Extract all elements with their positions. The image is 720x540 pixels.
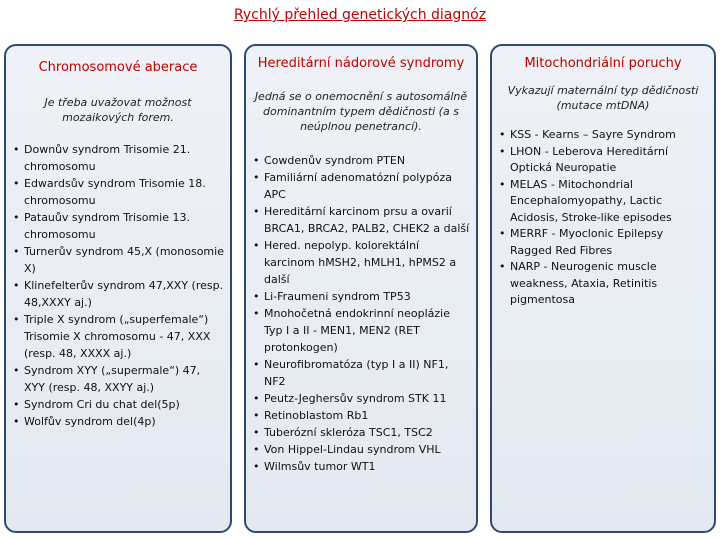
column-note: Vykazují maternální typ dědičnosti (mutace mtDNA) [507,84,699,112]
list-item: • LHON - Leberova Hereditární Optická Neuropatie [498,144,708,177]
column-heading: Mitochondriální poruchy [524,56,682,71]
list-item: • Hereditární karcinom prsu a ovarií BRCA1, BRCA2, PALB2, CHEK2 a další [252,203,470,237]
list-item: • Von Hippel-Lindau syndrom VHL [252,441,470,458]
list-item: • Cowdenův syndrom PTEN [252,152,470,169]
list-item: • Mnohočetná endokrinní neoplázie Typ I a II - MEN1, MEN2 (RET protonkogen) [252,305,470,356]
column-hereditary-tumor-syndromes [244,44,478,533]
list-item: • MERRF - Myoclonic Epilepsy Ragged Red Fibres [498,226,708,259]
list-item: • Triple X syndrom („superfemale“) Trisomie X chromosomu - 47, XXX (resp. 48, XXXX aj.) [12,311,224,362]
list-item: • Li-Fraumeni syndrom TP53 [252,288,470,305]
column-note: Jedná se o onemocnění s autosomálně dominantním typem dědičnosti (a s neúplnou penetrancí). [254,90,468,133]
column-heading: Chromosomové aberace [38,60,198,75]
diagnosis-list [252,152,470,475]
list-item: • Hered. nepolyp. kolorektální karcinom hMSH2, hMLH1, hPMS2 a další [252,237,470,288]
list-item: • MELAS - Mitochondrial Encephalomyopathy, Lactic Acidosis, Stroke-like episodes [498,177,708,227]
column-chromosomal-aberrations [4,44,232,533]
column-note: Je třeba uvažovat možnost mozaikových forem. [44,96,192,124]
list-item: • Turnerův syndrom 45,X (monosomie X) [12,243,224,277]
list-item: • Retinoblastom Rb1 [252,407,470,424]
column-mitochondrial-disorders [490,44,716,533]
list-item: • Patauův syndrom Trisomie 13. chromosomu [12,209,224,243]
list-item: • KSS - Kearns – Sayre Syndrom [498,127,708,144]
list-item: • Downův syndrom Trisomie 21. chromosomu [12,141,224,175]
list-item: • Wolfův syndrom del(4p) [12,413,224,430]
page-title: Rychlý přehled genetických diagnóz [233,7,487,23]
list-item: • Peutz-Jeghersův syndrom STK 11 [252,390,470,407]
list-item: • Wilmsův tumor WT1 [252,458,470,475]
list-item: • Tuberózní skleróza TSC1, TSC2 [252,424,470,441]
list-item: • Neurofibromatóza (typ I a II) NF1, NF2 [252,356,470,390]
list-item: • Familiární adenomatózní polypóza APC [252,169,470,203]
list-item: • Klinefelterův syndrom 47,XXY (resp. 48,XXXY aj.) [12,277,224,311]
diagnosis-list [498,127,708,309]
list-item: • NARP - Neurogenic muscle weakness, Ataxia, Retinitis pigmentosa [498,259,708,309]
list-item: • Syndrom Cri du chat del(5p) [12,396,224,413]
list-item: • Syndrom XYY („supermale“) 47, XYY (resp. 48, XXYY aj.) [12,362,224,396]
column-heading: Hereditární nádorové syndromy [257,56,465,71]
diagnosis-list [12,141,224,430]
list-item: • Edwardsův syndrom Trisomie 18. chromosomu [12,175,224,209]
